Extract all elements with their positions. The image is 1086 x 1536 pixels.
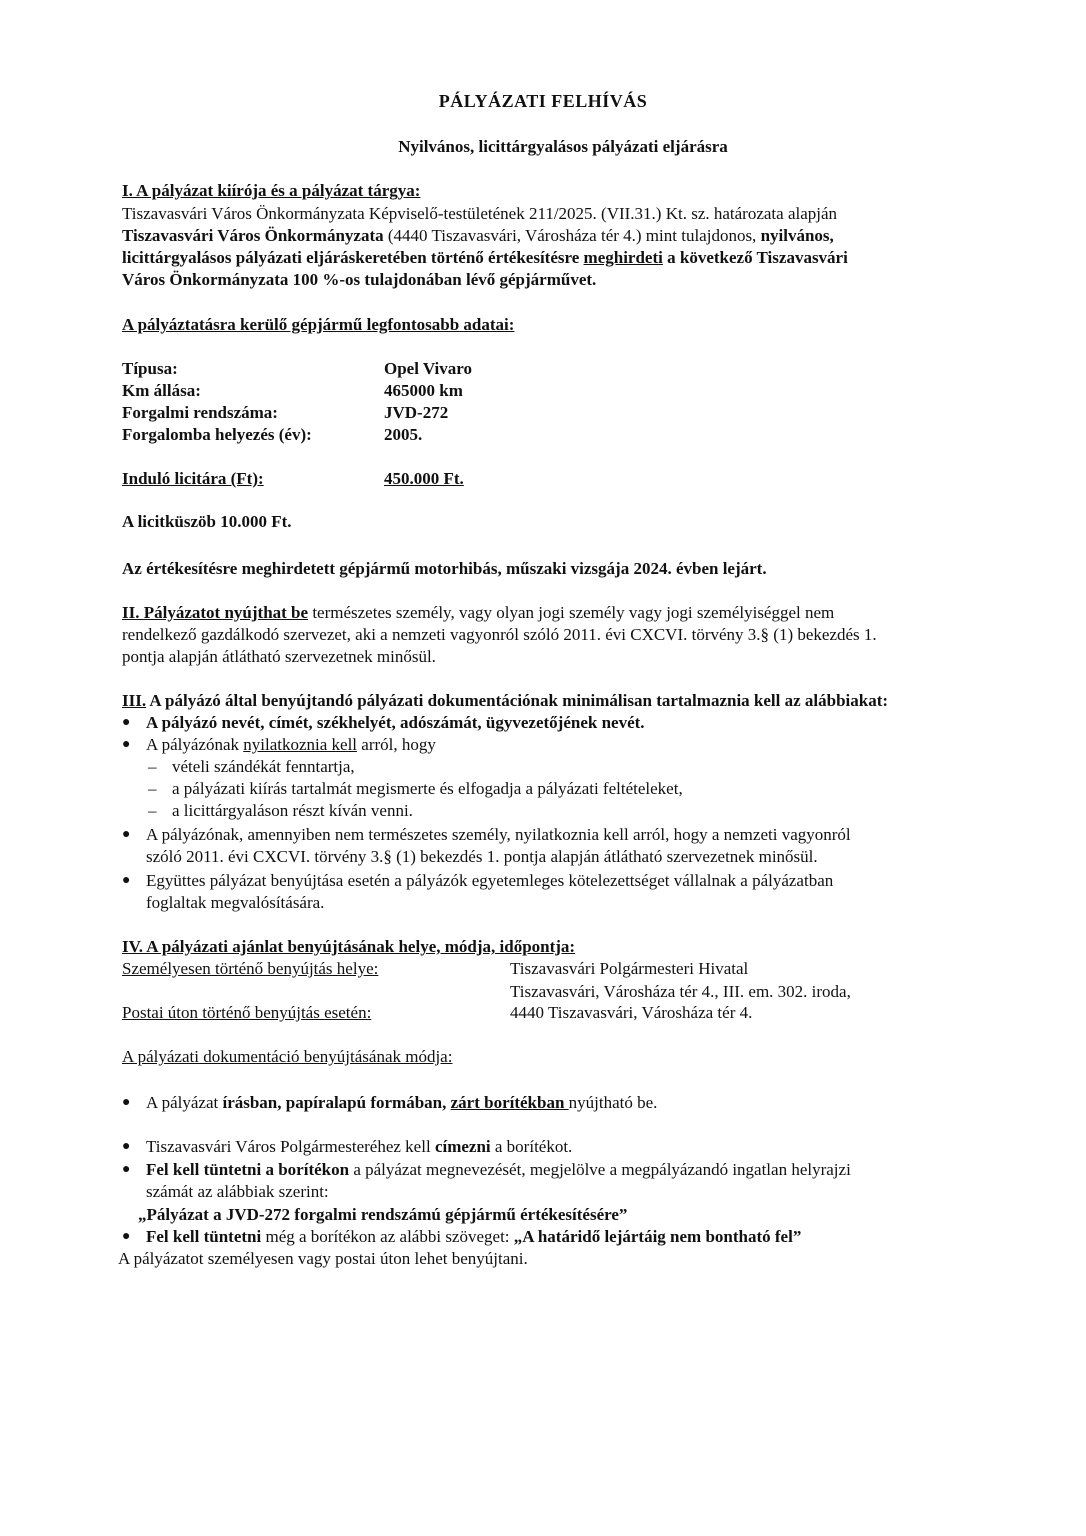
dash-icon: – xyxy=(148,779,157,798)
vehicle-value: Opel Vivaro xyxy=(384,359,472,378)
list-item-text-c: a borítékot. xyxy=(490,1137,573,1156)
section1-line3 xyxy=(122,247,992,269)
list-item-text-b: még a borítékon az alábbi szöveget: xyxy=(261,1227,514,1246)
list-item-text-a: Fel kell tüntetni a borítékon xyxy=(146,1160,350,1179)
list-item-text-b: nyilatkoznia kell xyxy=(243,735,358,754)
bid-threshold: A licitküszöb 10.000 Ft. xyxy=(122,512,292,531)
section2-heading: II. Pályázatot nyújthat be xyxy=(122,603,309,622)
section4-heading: IV. A pályázati ajánlat benyújtásának helye, módja, időpontja: xyxy=(122,937,576,956)
vehicle-label: Típusa: xyxy=(122,359,178,378)
section3-heading-num: III. xyxy=(122,691,147,710)
list-item-text xyxy=(146,870,992,914)
vehicle-value: 2005. xyxy=(384,425,423,444)
section1-line1: Tiszavasvári Város Önkormányzata Képviselő-testületének 211/2025. (VII.31.) Kt. sz. határozata alapján xyxy=(122,204,838,223)
personal-submission-address: Tiszavasvári, Városháza tér 4., III. em. 302. iroda, xyxy=(510,982,851,1001)
list-item-text-c: zárt borítékban xyxy=(450,1093,569,1112)
section2-line2: rendelkező gazdálkodó szervezet, aki a nemzeti vagyonról szóló 2011. évi CXCVI. törvény 3.§ (1) bekezdés 1. xyxy=(122,625,877,644)
list-item-text-d: nyújtható be. xyxy=(568,1093,658,1112)
vehicle-value: 465000 km xyxy=(384,381,463,400)
list-item-text-a: A pályázónak xyxy=(146,735,244,754)
list-item-text-b: írásban, papíralapú formában, xyxy=(222,1093,451,1112)
list-item-text xyxy=(146,1092,992,1114)
vehicle-label: Forgalomba helyezés (év): xyxy=(122,425,312,444)
bullet-icon: ● xyxy=(122,1139,131,1154)
sub-list-item-text: vételi szándékát fenntartja, xyxy=(172,757,355,776)
list-item-text-c: arról, hogy xyxy=(357,735,436,754)
vehicle-note: Az értékesítésre meghirdetett gépjármű motorhibás, műszaki vizsgája 2024. évben lejárt. xyxy=(122,559,767,578)
section3-heading-text: A pályázó által benyújtandó pályázati dokumentációnak minimálisan tartalmaznia kell az alábbiakat: xyxy=(146,691,889,710)
section2-line1-text: természetes személy, vagy olyan jogi személy vagy jogi személyiséggel nem xyxy=(308,603,835,622)
page-subtitle: Nyilvános, licittárgyalásos pályázati eljárásra xyxy=(398,137,728,156)
list-item-text: A pályázó nevét, címét, székhelyét, adószámát, ügyvezetőjének nevét. xyxy=(146,713,645,732)
list-item-text-c: „A határidő lejártáig nem bontható fel” xyxy=(513,1227,802,1246)
list-item-line: A pályázónak, amennyiben nem természetes személy, nyilatkoznia kell arról, hogy a nemzeti vagyonról xyxy=(146,825,851,844)
bullet-icon: ● xyxy=(122,1229,131,1244)
starting-price-label: Induló licitára (Ft): xyxy=(122,469,264,488)
bullet-icon: ● xyxy=(122,715,131,730)
list-item-text-a: Tiszavasvári Város Polgármesteréhez kell xyxy=(146,1137,435,1156)
dash-icon: – xyxy=(148,757,157,776)
section2-line3: pontja alapján átlátható szervezetnek minősül. xyxy=(122,647,436,666)
envelope-title-quote: „Pályázat a JVD-272 forgalmi rendszámú gépjármű értékesítésére” xyxy=(138,1205,628,1224)
list-item-line xyxy=(146,1159,992,1181)
list-item-line: számát az alábbiak szerint: xyxy=(146,1182,329,1201)
list-item-text xyxy=(146,824,992,868)
section1-line2c: nyilvános, xyxy=(760,226,834,245)
personal-submission-label: Személyesen történő benyújtás helye: xyxy=(122,959,379,978)
postal-submission-label: Postai úton történő benyújtás esetén: xyxy=(122,1003,372,1022)
submission-method-heading: A pályázati dokumentáció benyújtásának módja: xyxy=(122,1047,453,1066)
starting-price-value: 450.000 Ft. xyxy=(384,469,464,488)
section3-heading xyxy=(122,690,992,712)
section1-line3b: meghirdeti xyxy=(583,248,663,267)
bullet-icon: ● xyxy=(122,827,131,842)
section1-paragraph xyxy=(122,203,992,291)
bullet-icon: ● xyxy=(122,737,131,752)
dash-icon: – xyxy=(148,801,157,820)
list-item-text-a: Fel kell tüntetni xyxy=(146,1227,262,1246)
section1-line3c: a következő Tiszavasvári xyxy=(662,248,848,267)
list-item-text xyxy=(146,734,992,756)
vehicle-heading: A pályáztatásra kerülő gépjármű legfontosabb adatai: xyxy=(122,315,515,334)
list-item-text-b: címezni xyxy=(434,1137,491,1156)
final-note: A pályázatot személyesen vagy postai úton lehet benyújtani. xyxy=(118,1249,528,1268)
list-item-line: szóló 2011. évi CXCVI. törvény 3.§ (1) bekezdés 1. pontja alapján átlátható szervezetnek minősül. xyxy=(146,847,818,866)
sub-list-item-text: a licittárgyaláson részt kíván venni. xyxy=(172,801,413,820)
section1-line3a: licittárgyalásos pályázati eljáráskeretében történő értékesítésre xyxy=(122,248,584,267)
vehicle-label: Forgalmi rendszáma: xyxy=(122,403,278,422)
vehicle-label: Km állása: xyxy=(122,381,201,400)
list-item-text xyxy=(146,1159,992,1203)
sub-list-item-text: a pályázati kiírás tartalmát megismerte és elfogadja a pályázati feltételeket, xyxy=(172,779,683,798)
page-title: PÁLYÁZATI FELHÍVÁS xyxy=(438,91,648,111)
list-item-line: foglaltak megvalósítására. xyxy=(146,893,325,912)
list-item-text xyxy=(146,1226,992,1248)
section1-line4: Város Önkormányzata 100 %-os tulajdonában lévő gépjárművet. xyxy=(122,270,597,289)
list-item-text-b: a pályázat megnevezését, megjelölve a megpályázandó ingatlan helyrajzi xyxy=(349,1160,851,1179)
section1-line2 xyxy=(122,225,992,247)
postal-submission-value: 4440 Tiszavasvári, Városháza tér 4. xyxy=(510,1003,753,1022)
list-item-text-a: A pályázat xyxy=(146,1093,223,1112)
section1-line2a: Tiszavasvári Város Önkormányzata xyxy=(122,226,384,245)
list-item-line: Együttes pályázat benyújtása esetén a pályázók egyetemleges kötelezettséget vállalnak a pályázatban xyxy=(146,871,834,890)
section1-line2b: (4440 Tiszavasvári, Városháza tér 4.) mint tulajdonos, xyxy=(383,226,761,245)
vehicle-value: JVD-272 xyxy=(384,403,449,422)
section1-heading: I. A pályázat kiírója és a pályázat tárgya: xyxy=(122,181,421,200)
personal-submission-value: Tiszavasvári Polgármesteri Hivatal xyxy=(510,959,749,978)
bullet-icon: ● xyxy=(122,1162,131,1177)
section2-paragraph xyxy=(122,602,992,668)
bullet-icon: ● xyxy=(122,1095,131,1110)
bullet-icon: ● xyxy=(122,873,131,888)
list-item-text xyxy=(146,1136,992,1158)
section2-line1 xyxy=(122,602,992,624)
